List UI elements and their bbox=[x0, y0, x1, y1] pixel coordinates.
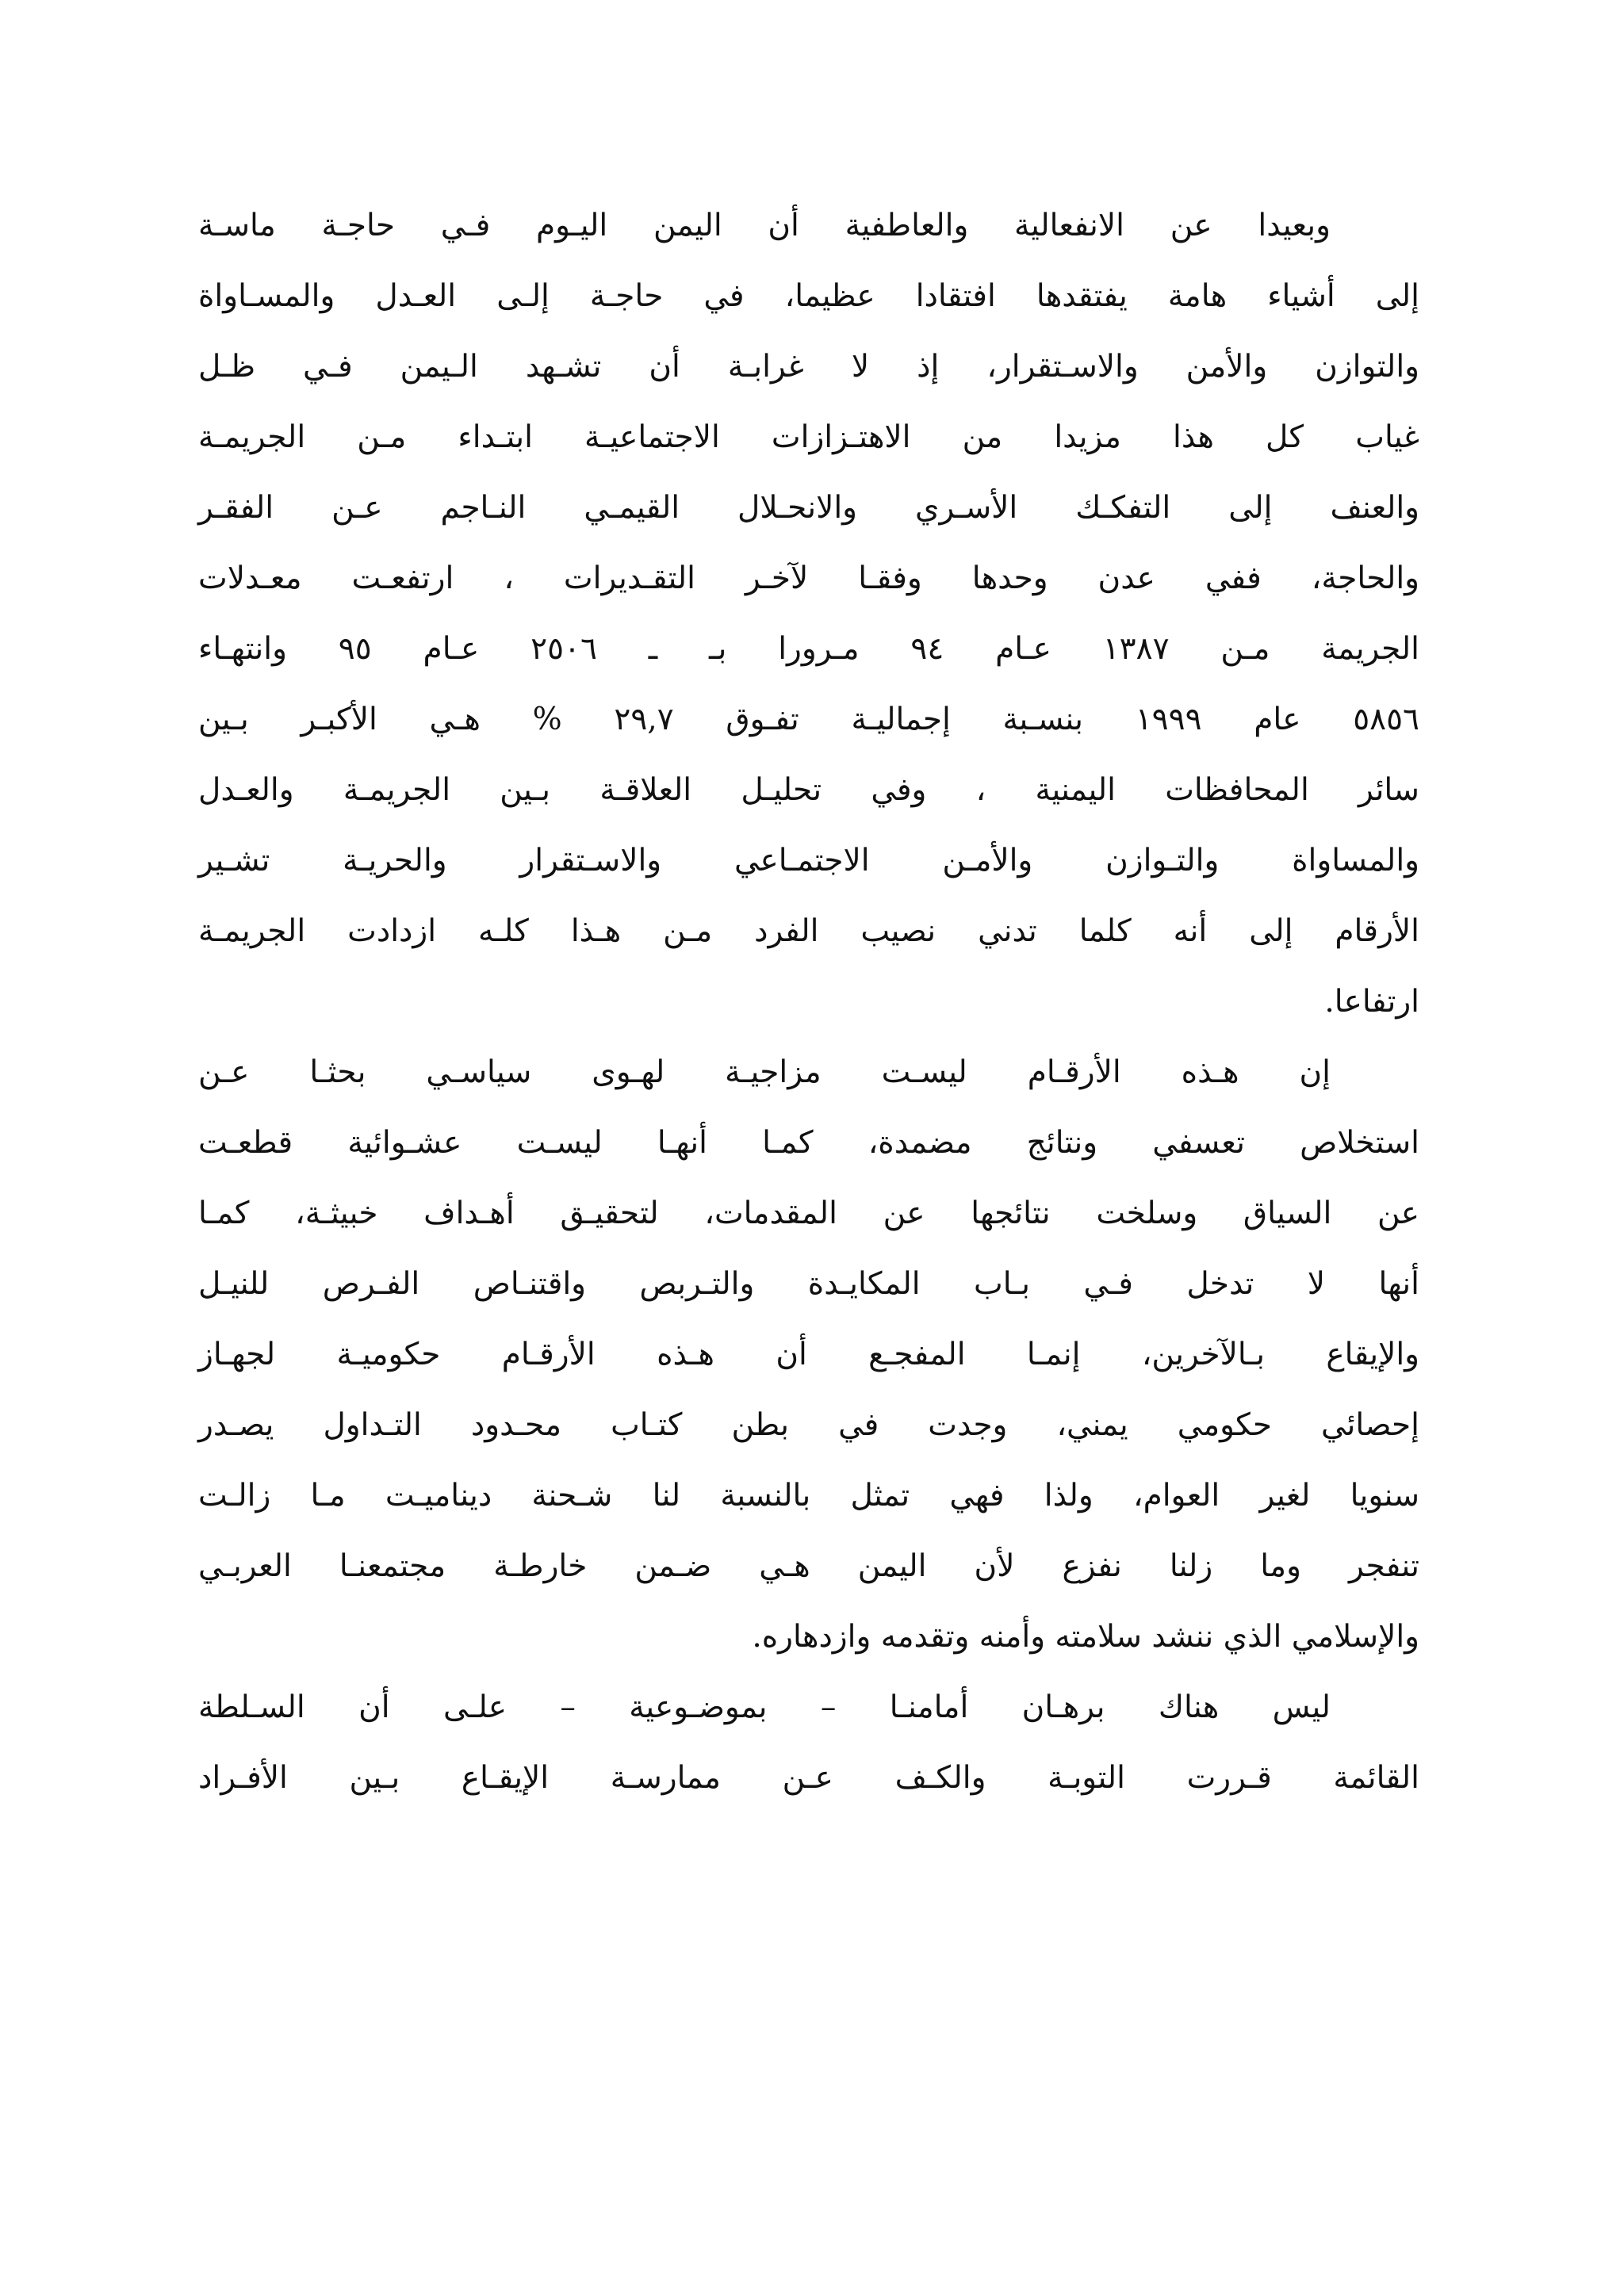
text-line: سنويا لغير العوام، ولذا فهي تمثل بالنسبة لنا شـحنة ديناميـت مـا زالـت bbox=[198, 1478, 1419, 1513]
text-line: استخلاص تعسفي ونتائج مضمدة، كمـا أنهـا ليسـت عشـوائية قطعـت bbox=[198, 1125, 1419, 1161]
text-line: إن هـذه الأرقـام ليسـت مزاجيـة لهـوى سياسـي بحثـا عـن bbox=[198, 1054, 1331, 1090]
paragraph-2 bbox=[198, 1037, 1419, 1672]
paragraph-3 bbox=[198, 1672, 1419, 1813]
text-line: والإيقاع بـالآخرين، إنمـا المفجـع أن هـذه الأرقـام حكوميـة لجهـاز bbox=[198, 1337, 1419, 1372]
text-line: القائمة قـررت التوبـة والكـف عـن ممارسـة الإيقـاع بـين الأفـراد bbox=[198, 1760, 1419, 1796]
text-line: الأرقام إلى أنه كلما تدني نصيب الفرد مـن هـذا كلـه ازدادت الجريمـة bbox=[198, 913, 1419, 949]
text-line: ارتفاعا. bbox=[1324, 984, 1419, 1020]
text-line: والعنف إلى التفكـك الأسـري والانحـلال القيمـي النـاجم عـن الفقـر bbox=[198, 490, 1419, 526]
text-line: غياب كل هذا مزيدا من الاهتـزازات الاجتماعيـة ابتـداء مـن الجريمـة bbox=[198, 419, 1419, 455]
text-line: ٥٨٥٦ عام ١٩٩٩ بنسـبة إجماليـة تفـوق ٢٩,٧ % هـي الأكبـر بـين bbox=[198, 702, 1420, 737]
text-line: إحصائي حكومي يمني، وجدت في بطن كتـاب محـدود التـداول يصـدر bbox=[198, 1407, 1419, 1443]
paragraph-1 bbox=[198, 190, 1419, 1037]
text-line: والتوازن والأمن والاسـتقرار، إذ لا غرابـة أن تشـهد الـيمن فـي ظـل bbox=[198, 349, 1419, 385]
text-line: تنفجر وما زلنا نفزع لأن اليمن هـي ضـمن خارطـة مجتمعنـا العربـي bbox=[198, 1548, 1419, 1584]
text-line: وبعيدا عن الانفعالية والعاطفية أن اليمن اليـوم فـي حاجـة ماسـة bbox=[198, 208, 1331, 243]
text-line: الجريمة مـن ١٣٨٧ عـام ٩٤ مـرورا بـ ـ ٢٥٠٦ عـام ٩٥ وانتهـاء bbox=[198, 631, 1419, 667]
text-line: والمساواة والتـوازن والأمـن الاجتمـاعي والاسـتقرار والحريـة تشـير bbox=[198, 843, 1419, 878]
text-line: والحاجة، ففي عدن وحدها وفقـا لآخـر التقـديرات ، ارتفعـت معـدلات bbox=[198, 561, 1419, 596]
text-line: عن السياق وسلخت نتائجها عن المقدمات، لتحقيـق أهـداف خبيثـة، كمـا bbox=[198, 1196, 1419, 1231]
text-line: إلى أشياء هامة يفتقدها افتقادا عظيما، في حاجـة إلـى العـدل والمسـاواة bbox=[198, 278, 1419, 314]
text-line: أنها لا تدخل فـي بـاب المكايـدة والتـربص واقتنـاص الفـرص للنيـل bbox=[198, 1266, 1419, 1302]
text-line: والإسلامي الذي ننشد سلامته وأمنه وتقدمه وازدهاره. bbox=[752, 1619, 1419, 1655]
body-text bbox=[198, 190, 1419, 1813]
text-line: ليس هناك برهـان أمامنـا – بموضـوعية – علـى أن السـلطة bbox=[198, 1689, 1331, 1725]
text-line: سائر المحافظات اليمنية ، وفي تحليـل العلاقـة بـين الجريمـة والعـدل bbox=[198, 772, 1419, 808]
